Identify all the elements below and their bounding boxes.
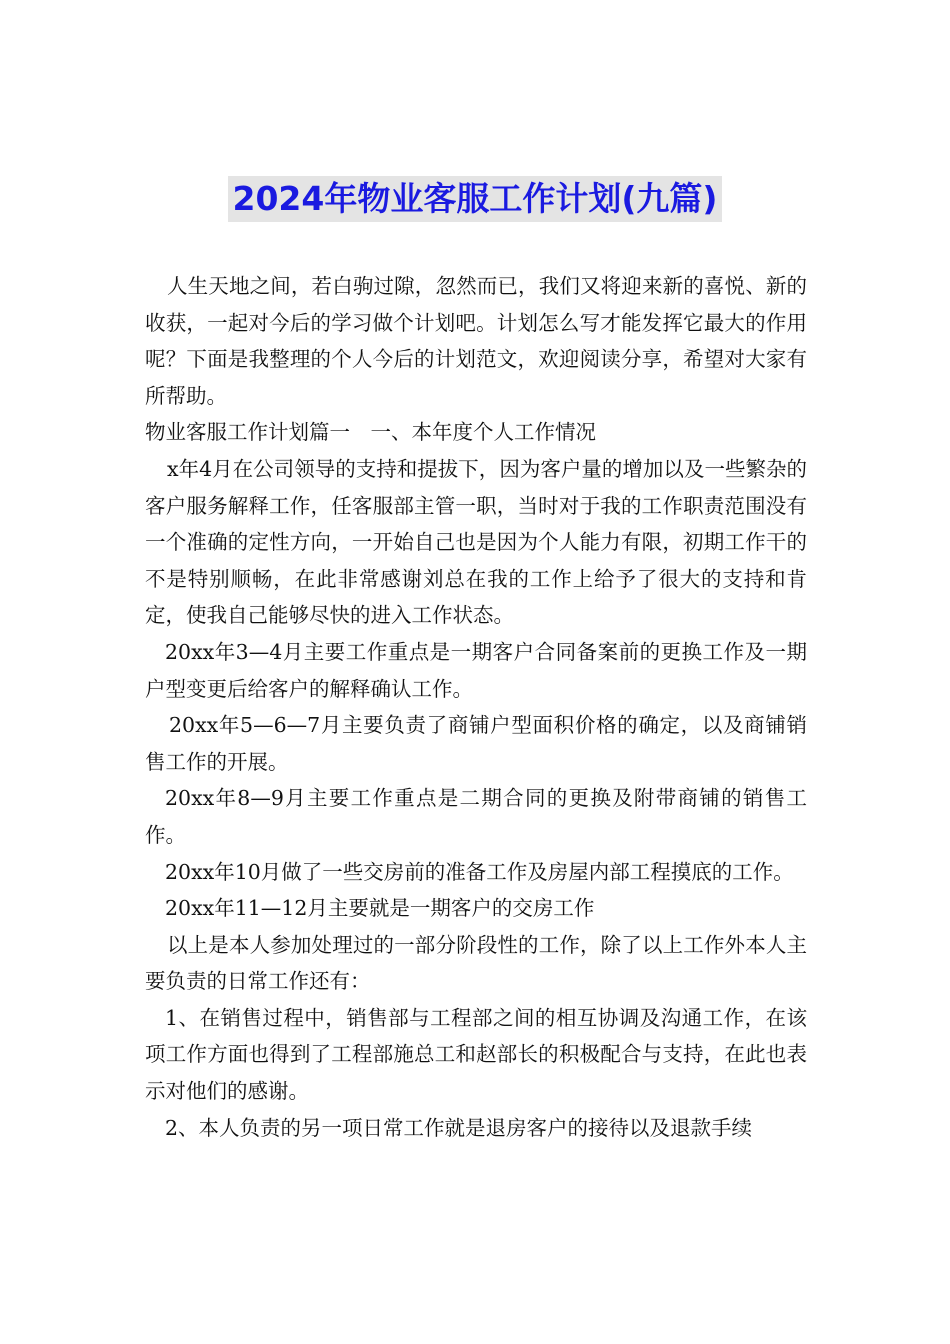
intro-paragraph: 人生天地之间，若白驹过隙，忽然而已，我们又将迎来新的喜悦、新的收获，一起对今后的学习做个计划吧。计划怎么写才能发挥它最大的作用呢？下面是我整理的个人今后的计划范文，欢迎阅读分享，希望对大家有所帮助。 bbox=[145, 274, 807, 408]
daily-work-intro-paragraph: 以上是本人参加处理过的一部分阶段性的工作，除了以上工作外本人主要负责的日常工作还有： bbox=[145, 932, 807, 994]
timeline-paragraph-nov-dec: 20xx年11—12月主要就是一期客户的交房工作 bbox=[165, 896, 595, 921]
title-wrapper bbox=[0, 176, 950, 222]
document-body bbox=[145, 268, 807, 1146]
daily-work-item-1: 1、在销售过程中，销售部与工程部之间的相互协调及沟通工作，在该项工作方面也得到了工程部施总工和赵部长的积极配合与支持，在此也表示对他们的感谢。 bbox=[145, 1005, 807, 1104]
section-heading: 物业客服工作计划篇一 一、本年度个人工作情况 bbox=[145, 420, 596, 445]
work-summary-paragraph: x年4月在公司领导的支持和提拔下，因为客户量的增加以及一些繁杂的客户服务解释工作，任客服部主管一职，当时对于我的工作职责范围没有一个准确的定性方向，一开始自己也是因为个人能力有限，初期工作干的不是特别顺畅，在此非常感谢刘总在我的工作上给予了很大的支持和肯定，使我自己能够尽快的进入工作状态。 bbox=[145, 456, 807, 628]
timeline-paragraph-mar-apr: 20xx年3—4月主要工作重点是一期客户合同备案前的更换工作及一期户型变更后给客户的解释确认工作。 bbox=[145, 639, 807, 701]
daily-work-item-2: 2、本人负责的另一项日常工作就是退房客户的接待以及退款手续 bbox=[165, 1115, 753, 1140]
document-title: 2024年物业客服工作计划(九篇) bbox=[228, 176, 721, 222]
timeline-paragraph-oct: 20xx年10月做了一些交房前的准备工作及房屋内部工程摸底的工作。 bbox=[165, 859, 794, 884]
timeline-paragraph-aug-sep: 20xx年8—9月主要工作重点是二期合同的更换及附带商铺的销售工作。 bbox=[145, 786, 807, 847]
timeline-paragraph-may-jul: 20xx年5—6—7月主要负责了商铺户型面积价格的确定，以及商铺销售工作的开展。 bbox=[145, 713, 807, 774]
